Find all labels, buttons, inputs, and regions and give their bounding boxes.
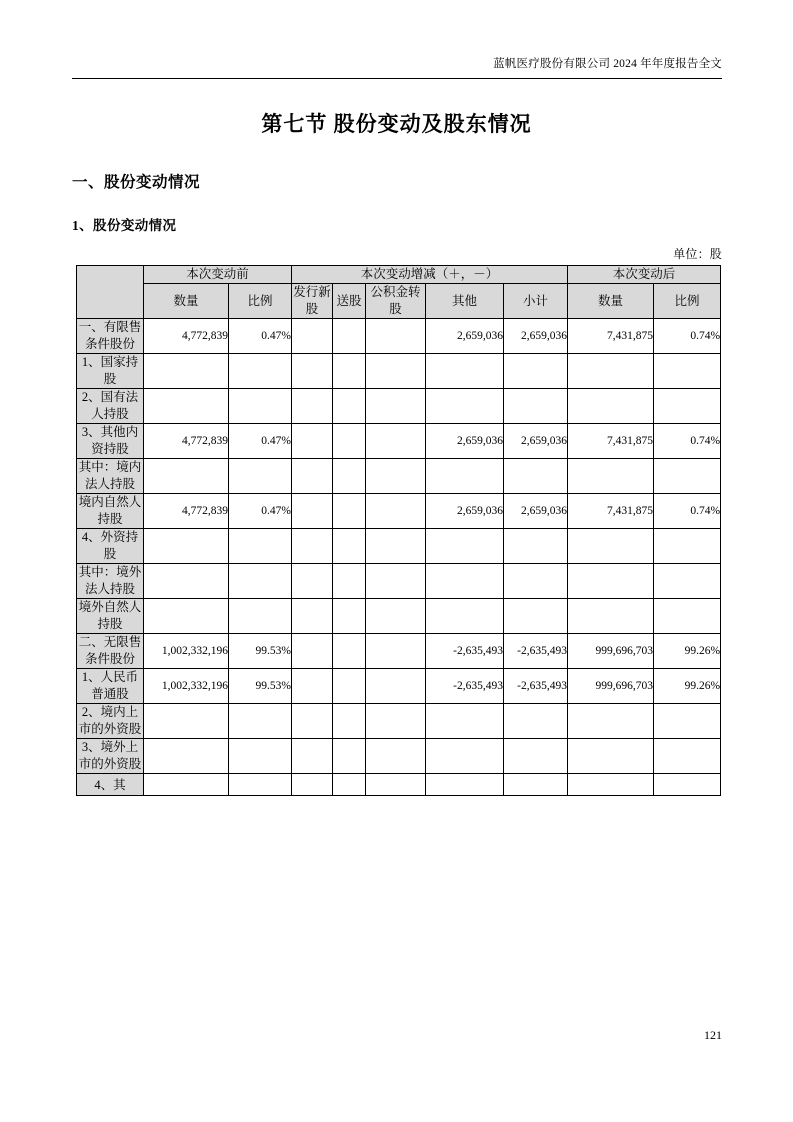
cell-bonus <box>333 704 366 739</box>
table-head <box>77 266 721 319</box>
cell-before-pct <box>229 459 292 494</box>
cell-after-qty <box>568 529 654 564</box>
cell-before-qty <box>144 354 229 389</box>
share-change-table <box>76 265 721 796</box>
cell-other: -2,635,493 <box>426 634 504 669</box>
table-row <box>77 459 721 494</box>
cell-subtotal <box>504 529 568 564</box>
cell-other <box>426 459 504 494</box>
cell-bonus <box>333 669 366 704</box>
cell-other <box>426 739 504 774</box>
cell-subtotal: -2,635,493 <box>504 634 568 669</box>
table-row <box>77 634 721 669</box>
cell-reserve-transfer <box>366 424 426 459</box>
cell-reserve-transfer <box>366 599 426 634</box>
page-number: 121 <box>704 1028 722 1042</box>
cell-other: 2,659,036 <box>426 319 504 354</box>
cell-before-pct <box>229 599 292 634</box>
cell-reserve-transfer <box>366 389 426 424</box>
row-label: 4、其 <box>77 774 144 796</box>
table-row <box>77 564 721 599</box>
cell-after-qty <box>568 354 654 389</box>
cell-before-pct <box>229 704 292 739</box>
header-divider-rule <box>72 78 722 79</box>
cell-bonus <box>333 564 366 599</box>
cell-issue-new <box>292 389 333 424</box>
cell-reserve-transfer <box>366 459 426 494</box>
cell-reserve-transfer <box>366 739 426 774</box>
table-row <box>77 319 721 354</box>
cell-after-qty <box>568 599 654 634</box>
cell-before-pct: 99.53% <box>229 634 292 669</box>
running-header: 蓝帆医疗股份有限公司 2024 年年度报告全文 <box>493 58 722 70</box>
group-header-change: 本次变动增减（＋，－） <box>292 266 568 284</box>
cell-other <box>426 389 504 424</box>
cell-before-pct: 0.47% <box>229 424 292 459</box>
corner-header-cell <box>77 266 144 319</box>
col-header-subtotal: 小计 <box>504 284 568 319</box>
cell-other: 2,659,036 <box>426 494 504 529</box>
cell-before-qty <box>144 774 229 796</box>
row-label: 1、国家持股 <box>77 354 144 389</box>
cell-reserve-transfer <box>366 704 426 739</box>
cell-other <box>426 354 504 389</box>
cell-after-qty <box>568 389 654 424</box>
subsection-heading-1: 1、股份变动情况 <box>72 218 177 233</box>
cell-bonus <box>333 494 366 529</box>
cell-issue-new <box>292 599 333 634</box>
cell-before-pct <box>229 564 292 599</box>
table-row <box>77 669 721 704</box>
share-change-table-wrap <box>76 265 720 796</box>
cell-bonus <box>333 774 366 796</box>
row-label: 3、境外上市的外资股 <box>77 739 144 774</box>
row-label: 境外自然人持股 <box>77 599 144 634</box>
table-row <box>77 529 721 564</box>
row-label: 2、境内上市的外资股 <box>77 704 144 739</box>
cell-issue-new <box>292 319 333 354</box>
cell-other <box>426 529 504 564</box>
cell-after-pct <box>654 354 721 389</box>
col-header-issue-new: 发行新股 <box>292 284 333 319</box>
cell-reserve-transfer <box>366 669 426 704</box>
cell-bonus <box>333 634 366 669</box>
col-header-reserve-transfer: 公积金转股 <box>366 284 426 319</box>
cell-after-pct <box>654 599 721 634</box>
cell-after-qty <box>568 739 654 774</box>
cell-bonus <box>333 459 366 494</box>
cell-after-pct <box>654 529 721 564</box>
table-row <box>77 354 721 389</box>
table-row <box>77 424 721 459</box>
cell-subtotal <box>504 774 568 796</box>
cell-issue-new <box>292 354 333 389</box>
cell-issue-new <box>292 494 333 529</box>
cell-reserve-transfer <box>366 354 426 389</box>
cell-bonus <box>333 424 366 459</box>
cell-subtotal <box>504 459 568 494</box>
cell-bonus <box>333 529 366 564</box>
table-row <box>77 739 721 774</box>
cell-after-qty: 999,696,703 <box>568 634 654 669</box>
row-label: 其中：境内法人持股 <box>77 459 144 494</box>
cell-after-pct: 0.74% <box>654 424 721 459</box>
row-label: 二、无限售条件股份 <box>77 634 144 669</box>
table-body <box>77 319 721 796</box>
col-header-before-pct: 比例 <box>229 284 292 319</box>
col-header-after-pct: 比例 <box>654 284 721 319</box>
cell-before-pct: 0.47% <box>229 319 292 354</box>
cell-subtotal <box>504 599 568 634</box>
cell-other <box>426 704 504 739</box>
row-label: 一、有限售条件股份 <box>77 319 144 354</box>
cell-reserve-transfer <box>366 494 426 529</box>
cell-before-pct <box>229 389 292 424</box>
cell-issue-new <box>292 529 333 564</box>
cell-reserve-transfer <box>366 564 426 599</box>
cell-subtotal <box>504 564 568 599</box>
table-sub-header-row <box>77 284 721 319</box>
cell-issue-new <box>292 739 333 774</box>
cell-before-pct <box>229 739 292 774</box>
cell-reserve-transfer <box>366 319 426 354</box>
col-header-bonus: 送股 <box>333 284 366 319</box>
cell-other <box>426 564 504 599</box>
table-row <box>77 774 721 796</box>
cell-other <box>426 774 504 796</box>
cell-subtotal <box>504 704 568 739</box>
section-heading-1: 一、股份变动情况 <box>72 174 201 191</box>
cell-bonus <box>333 599 366 634</box>
cell-after-pct <box>654 389 721 424</box>
row-label: 1、人民币普通股 <box>77 669 144 704</box>
cell-before-qty: 1,002,332,196 <box>144 669 229 704</box>
cell-issue-new <box>292 459 333 494</box>
cell-bonus <box>333 319 366 354</box>
cell-before-pct <box>229 774 292 796</box>
cell-subtotal: 2,659,036 <box>504 494 568 529</box>
cell-after-qty <box>568 459 654 494</box>
table-row <box>77 704 721 739</box>
cell-after-pct: 99.26% <box>654 634 721 669</box>
cell-after-qty <box>568 564 654 599</box>
cell-before-qty: 4,772,839 <box>144 424 229 459</box>
group-header-before: 本次变动前 <box>144 266 292 284</box>
cell-after-qty: 7,431,875 <box>568 494 654 529</box>
row-label: 4、外资持股 <box>77 529 144 564</box>
col-header-after-qty: 数量 <box>568 284 654 319</box>
cell-after-pct <box>654 704 721 739</box>
col-header-other: 其他 <box>426 284 504 319</box>
cell-before-qty <box>144 389 229 424</box>
cell-before-qty: 1,002,332,196 <box>144 634 229 669</box>
cell-subtotal: -2,635,493 <box>504 669 568 704</box>
cell-issue-new <box>292 424 333 459</box>
table-row <box>77 389 721 424</box>
cell-issue-new <box>292 634 333 669</box>
cell-before-qty <box>144 564 229 599</box>
cell-after-pct: 0.74% <box>654 494 721 529</box>
cell-before-qty <box>144 599 229 634</box>
cell-before-pct <box>229 354 292 389</box>
cell-after-qty: 7,431,875 <box>568 319 654 354</box>
table-row <box>77 494 721 529</box>
cell-after-pct <box>654 459 721 494</box>
table-group-header-row <box>77 266 721 284</box>
cell-after-pct <box>654 564 721 599</box>
row-label: 2、国有法人持股 <box>77 389 144 424</box>
table-row <box>77 599 721 634</box>
cell-after-pct <box>654 739 721 774</box>
cell-after-qty <box>568 704 654 739</box>
cell-other: -2,635,493 <box>426 669 504 704</box>
cell-before-pct: 99.53% <box>229 669 292 704</box>
cell-reserve-transfer <box>366 774 426 796</box>
cell-after-pct <box>654 774 721 796</box>
row-label: 境内自然人持股 <box>77 494 144 529</box>
row-label: 其中：境外法人持股 <box>77 564 144 599</box>
cell-other: 2,659,036 <box>426 424 504 459</box>
cell-before-qty: 4,772,839 <box>144 319 229 354</box>
cell-before-pct: 0.47% <box>229 494 292 529</box>
cell-issue-new <box>292 774 333 796</box>
row-label: 3、其他内资持股 <box>77 424 144 459</box>
cell-after-pct: 99.26% <box>654 669 721 704</box>
cell-after-pct: 0.74% <box>654 319 721 354</box>
cell-subtotal <box>504 739 568 774</box>
group-header-after: 本次变动后 <box>568 266 721 284</box>
cell-before-qty <box>144 529 229 564</box>
cell-issue-new <box>292 669 333 704</box>
cell-reserve-transfer <box>366 529 426 564</box>
cell-before-qty <box>144 459 229 494</box>
col-header-before-qty: 数量 <box>144 284 229 319</box>
cell-before-qty <box>144 739 229 774</box>
cell-after-qty: 7,431,875 <box>568 424 654 459</box>
page-title: 第七节 股份变动及股东情况 <box>261 112 532 136</box>
unit-note: 单位：股 <box>673 247 722 261</box>
cell-issue-new <box>292 564 333 599</box>
cell-reserve-transfer <box>366 634 426 669</box>
cell-before-qty <box>144 704 229 739</box>
cell-before-pct <box>229 529 292 564</box>
cell-subtotal <box>504 354 568 389</box>
cell-subtotal <box>504 389 568 424</box>
cell-bonus <box>333 354 366 389</box>
cell-subtotal: 2,659,036 <box>504 424 568 459</box>
cell-bonus <box>333 739 366 774</box>
cell-after-qty <box>568 774 654 796</box>
cell-issue-new <box>292 704 333 739</box>
cell-bonus <box>333 389 366 424</box>
cell-subtotal: 2,659,036 <box>504 319 568 354</box>
cell-after-qty: 999,696,703 <box>568 669 654 704</box>
cell-other <box>426 599 504 634</box>
cell-before-qty: 4,772,839 <box>144 494 229 529</box>
